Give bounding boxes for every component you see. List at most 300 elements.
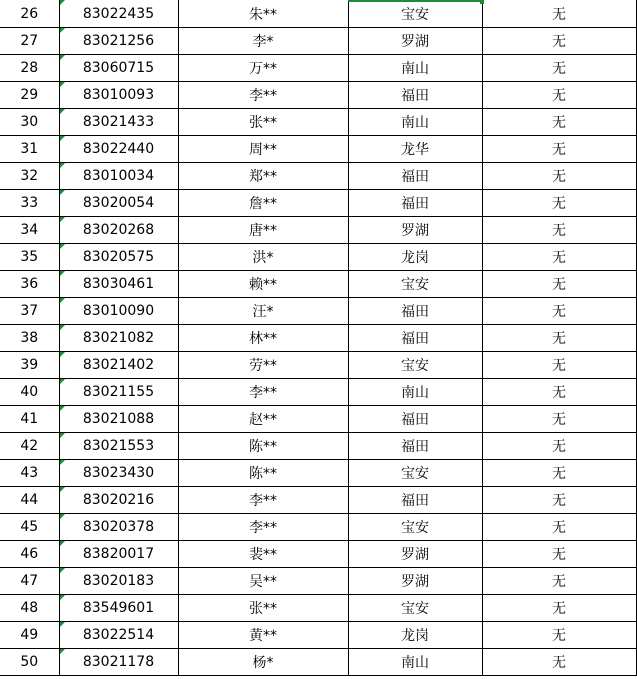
cell-remark-text: 无 (552, 385, 566, 401)
cell-phone[interactable] (59, 487, 178, 514)
cell-phone-text: 83020378 (82, 519, 155, 535)
cell-phone-text: 83010090 (82, 303, 155, 319)
cell-row-number-text: 33 (20, 195, 39, 211)
cell-row-number[interactable] (0, 487, 59, 514)
cell-name-text: 朱** (249, 6, 277, 23)
cell-name-text: 陈** (249, 466, 277, 482)
number-as-text-indicator-icon (60, 28, 65, 33)
cell-name[interactable] (178, 244, 348, 271)
number-as-text-indicator-icon (60, 325, 65, 330)
table-row (0, 352, 637, 379)
cell-row-number-text: 42 (20, 438, 39, 454)
cell-district-text: 龙岗 (401, 628, 429, 644)
cell-remark[interactable] (482, 649, 636, 676)
cell-phone[interactable] (59, 109, 178, 136)
cell-phone-text: 83021553 (82, 438, 155, 454)
cell-district[interactable] (348, 298, 482, 325)
cell-remark-text: 无 (552, 34, 566, 50)
cell-name[interactable] (178, 28, 348, 55)
cell-district[interactable] (348, 325, 482, 352)
cell-row-number-text: 50 (20, 654, 39, 670)
cell-name[interactable] (178, 0, 348, 28)
cell-phone-text: 83010093 (82, 87, 155, 103)
cell-remark-text: 无 (552, 412, 566, 428)
cell-district-text: 南山 (401, 655, 429, 671)
cell-name-text: 唐** (249, 223, 277, 239)
cell-phone[interactable] (59, 622, 178, 649)
cell-remark[interactable] (482, 352, 636, 379)
cell-district-text: 宝安 (401, 277, 429, 293)
number-as-text-indicator-icon (60, 109, 65, 114)
cell-remark[interactable] (482, 82, 636, 109)
table-row (0, 649, 637, 676)
cell-name-text: 郑** (249, 169, 277, 185)
cell-district[interactable] (348, 55, 482, 82)
cell-row-number-text: 27 (20, 33, 39, 49)
cell-name-text: 周** (249, 142, 277, 158)
cell-name-text: 洪* (252, 250, 274, 266)
cell-name[interactable] (178, 298, 348, 325)
cell-district[interactable] (348, 649, 482, 676)
table-row (0, 0, 637, 28)
cell-remark-text: 无 (552, 547, 566, 563)
cell-row-number-text: 32 (20, 168, 39, 184)
cell-district-text: 罗湖 (401, 223, 429, 239)
number-as-text-indicator-icon (60, 298, 65, 303)
cell-row-number-text: 35 (20, 249, 39, 265)
cell-row-number-text: 34 (20, 222, 39, 238)
cell-phone[interactable] (59, 82, 178, 109)
cell-phone[interactable] (59, 352, 178, 379)
cell-district[interactable] (348, 136, 482, 163)
cell-remark-text: 无 (552, 88, 566, 104)
cell-name-text: 陈** (249, 439, 277, 455)
number-as-text-indicator-icon (60, 514, 65, 519)
cell-remark-text: 无 (552, 574, 566, 590)
cell-name[interactable] (178, 163, 348, 190)
cell-district[interactable] (348, 271, 482, 298)
number-as-text-indicator-icon (60, 217, 65, 222)
cell-district-text: 福田 (401, 304, 429, 320)
cell-phone-text: 83022440 (82, 141, 155, 157)
cell-phone-text: 83060715 (82, 60, 155, 76)
cell-district-text: 龙华 (401, 142, 429, 158)
number-as-text-indicator-icon (60, 163, 65, 168)
cell-remark[interactable] (482, 379, 636, 406)
cell-district-text: 宝安 (401, 601, 429, 617)
cell-phone[interactable] (59, 649, 178, 676)
cell-row-number[interactable] (0, 55, 59, 82)
cell-row-number-text: 41 (20, 411, 39, 427)
cell-name[interactable] (178, 406, 348, 433)
cell-name-text: 李** (249, 88, 277, 104)
cell-district-text: 罗湖 (401, 547, 429, 563)
cell-district-text: 宝安 (401, 6, 429, 23)
cell-phone[interactable] (59, 163, 178, 190)
table-row (0, 460, 637, 487)
cell-remark[interactable] (482, 0, 636, 28)
table-row (0, 190, 637, 217)
number-as-text-indicator-icon (60, 0, 65, 5)
cell-phone[interactable] (59, 55, 178, 82)
number-as-text-indicator-icon (60, 433, 65, 438)
cell-remark-text: 无 (552, 196, 566, 212)
cell-district-text: 福田 (401, 88, 429, 104)
cell-remark[interactable] (482, 568, 636, 595)
cell-district-text: 福田 (401, 196, 429, 212)
cell-district-text: 南山 (401, 115, 429, 131)
cell-row-number[interactable] (0, 460, 59, 487)
cell-row-number[interactable] (0, 541, 59, 568)
cell-name-text: 裴** (249, 547, 277, 563)
cell-name-text: 李** (249, 493, 277, 509)
cell-phone-text: 83549601 (82, 600, 155, 616)
cell-remark[interactable] (482, 28, 636, 55)
table-row (0, 163, 637, 190)
table-row (0, 379, 637, 406)
cell-remark-text: 无 (552, 331, 566, 347)
cell-remark-text: 无 (552, 520, 566, 536)
cell-name-text: 吴** (249, 574, 277, 590)
cell-phone-text: 83020268 (82, 222, 155, 238)
cell-row-number-text: 26 (20, 5, 39, 22)
cell-row-number[interactable] (0, 271, 59, 298)
cell-phone[interactable] (59, 298, 178, 325)
cell-remark-text: 无 (552, 142, 566, 158)
number-as-text-indicator-icon (60, 244, 65, 249)
cell-district-text: 福田 (401, 493, 429, 509)
table-row (0, 109, 637, 136)
cell-district[interactable] (348, 406, 482, 433)
fill-handle[interactable] (480, 0, 484, 4)
cell-name[interactable] (178, 541, 348, 568)
cell-district-text: 罗湖 (401, 34, 429, 50)
cell-name[interactable] (178, 109, 348, 136)
cell-remark-text: 无 (552, 115, 566, 131)
cell-name[interactable] (178, 568, 348, 595)
cell-row-number-text: 31 (20, 141, 39, 157)
cell-phone-text: 83021088 (82, 411, 155, 427)
cell-remark-text: 无 (552, 304, 566, 320)
cell-phone[interactable] (59, 433, 178, 460)
cell-district-text: 龙岗 (401, 250, 429, 266)
number-as-text-indicator-icon (60, 379, 65, 384)
cell-name[interactable] (178, 55, 348, 82)
cell-row-number[interactable] (0, 352, 59, 379)
cell-row-number[interactable] (0, 244, 59, 271)
number-as-text-indicator-icon (60, 460, 65, 465)
cell-district[interactable] (348, 82, 482, 109)
table-row (0, 325, 637, 352)
cell-name-text: 李* (252, 34, 274, 50)
table-row (0, 28, 637, 55)
cell-remark[interactable] (482, 109, 636, 136)
cell-district[interactable] (348, 109, 482, 136)
table-row (0, 433, 637, 460)
cell-district-text: 福田 (401, 331, 429, 347)
cell-name[interactable] (178, 433, 348, 460)
cell-remark[interactable] (482, 136, 636, 163)
cell-row-number[interactable] (0, 28, 59, 55)
cell-district-text: 福田 (401, 439, 429, 455)
cell-phone[interactable] (59, 568, 178, 595)
cell-row-number[interactable] (0, 109, 59, 136)
cell-name[interactable] (178, 190, 348, 217)
cell-remark[interactable] (482, 163, 636, 190)
cell-district[interactable] (348, 190, 482, 217)
cell-remark[interactable] (482, 595, 636, 622)
cell-name-text: 汪* (252, 304, 274, 320)
cell-remark-text: 无 (552, 466, 566, 482)
cell-name-text: 赵** (249, 412, 277, 428)
cell-row-number-text: 37 (20, 303, 39, 319)
cell-name[interactable] (178, 514, 348, 541)
cell-remark[interactable] (482, 190, 636, 217)
cell-row-number[interactable] (0, 190, 59, 217)
cell-phone[interactable] (59, 460, 178, 487)
cell-district[interactable] (348, 460, 482, 487)
number-as-text-indicator-icon (60, 82, 65, 87)
cell-remark[interactable] (482, 460, 636, 487)
cell-phone-text: 83020575 (82, 249, 155, 265)
cell-remark-text: 无 (552, 601, 566, 617)
table-row (0, 244, 637, 271)
cell-row-number[interactable] (0, 514, 59, 541)
cell-remark-text: 无 (552, 655, 566, 671)
cell-remark[interactable] (482, 541, 636, 568)
cell-remark[interactable] (482, 433, 636, 460)
number-as-text-indicator-icon (60, 568, 65, 573)
cell-row-number[interactable] (0, 82, 59, 109)
cell-district-text: 福田 (401, 169, 429, 185)
cell-phone-text: 83020216 (82, 492, 155, 508)
cell-district-text: 宝安 (401, 520, 429, 536)
cell-remark[interactable] (482, 406, 636, 433)
table-row (0, 55, 637, 82)
cell-remark-text: 无 (552, 277, 566, 293)
cell-phone-text: 83021082 (82, 330, 155, 346)
cell-remark[interactable] (482, 487, 636, 514)
cell-district[interactable] (348, 622, 482, 649)
cell-phone-text: 83023430 (82, 465, 155, 481)
cell-remark-text: 无 (552, 628, 566, 644)
table-row (0, 514, 637, 541)
cell-name[interactable] (178, 595, 348, 622)
table-row (0, 622, 637, 649)
cell-phone[interactable] (59, 379, 178, 406)
cell-phone[interactable] (59, 244, 178, 271)
cell-row-number-text: 39 (20, 357, 39, 373)
cell-phone[interactable] (59, 595, 178, 622)
cell-row-number-text: 30 (20, 114, 39, 130)
cell-district-text: 南山 (401, 385, 429, 401)
cell-row-number[interactable] (0, 163, 59, 190)
cell-row-number-text: 49 (20, 627, 39, 643)
cell-phone-text: 83021178 (82, 654, 155, 670)
cell-row-number-text: 47 (20, 573, 39, 589)
cell-district[interactable] (348, 568, 482, 595)
number-as-text-indicator-icon (60, 406, 65, 411)
cell-remark-text: 无 (552, 6, 566, 23)
cell-row-number[interactable] (0, 136, 59, 163)
table-row (0, 487, 637, 514)
selection-border (348, 0, 482, 2)
number-as-text-indicator-icon (60, 487, 65, 492)
cell-phone-text: 83820017 (82, 546, 155, 562)
cell-phone-text: 83021402 (82, 357, 155, 373)
cell-remark[interactable] (482, 217, 636, 244)
cell-name[interactable] (178, 82, 348, 109)
cell-name[interactable] (178, 487, 348, 514)
cell-phone-text: 83021433 (82, 114, 155, 130)
cell-row-number[interactable] (0, 298, 59, 325)
cell-name[interactable] (178, 379, 348, 406)
cell-remark[interactable] (482, 55, 636, 82)
cell-name-text: 黄** (249, 628, 277, 644)
cell-remark[interactable] (482, 298, 636, 325)
cell-remark-text: 无 (552, 493, 566, 509)
cell-phone-text: 83020183 (82, 573, 155, 589)
cell-row-number[interactable] (0, 217, 59, 244)
cell-remark[interactable] (482, 622, 636, 649)
cell-district-text: 南山 (401, 61, 429, 77)
cell-phone-text: 83022514 (82, 627, 155, 643)
cell-name-text: 张** (249, 115, 277, 131)
cell-district[interactable] (348, 433, 482, 460)
table-row (0, 217, 637, 244)
cell-remark-text: 无 (552, 223, 566, 239)
cell-remark[interactable] (482, 514, 636, 541)
cell-name-text: 赖** (249, 277, 277, 293)
cell-row-number[interactable] (0, 406, 59, 433)
cell-phone[interactable] (59, 325, 178, 352)
cell-remark-text: 无 (552, 358, 566, 374)
cell-phone[interactable] (59, 541, 178, 568)
cell-name[interactable] (178, 622, 348, 649)
cell-phone[interactable] (59, 0, 178, 28)
table-row (0, 568, 637, 595)
cell-row-number-text: 44 (20, 492, 39, 508)
cell-row-number[interactable] (0, 649, 59, 676)
number-as-text-indicator-icon (60, 271, 65, 276)
cell-district[interactable] (348, 0, 482, 28)
cell-name-text: 劳** (249, 358, 277, 374)
number-as-text-indicator-icon (60, 649, 65, 654)
cell-name[interactable] (178, 217, 348, 244)
cell-row-number-text: 28 (20, 60, 39, 76)
cell-remark[interactable] (482, 271, 636, 298)
cell-name[interactable] (178, 649, 348, 676)
cell-district[interactable] (348, 28, 482, 55)
cell-district[interactable] (348, 541, 482, 568)
number-as-text-indicator-icon (60, 595, 65, 600)
cell-name[interactable] (178, 460, 348, 487)
number-as-text-indicator-icon (60, 622, 65, 627)
table-row (0, 298, 637, 325)
table-row (0, 82, 637, 109)
cell-remark-text: 无 (552, 439, 566, 455)
cell-phone[interactable] (59, 28, 178, 55)
cell-phone[interactable] (59, 217, 178, 244)
table-row (0, 406, 637, 433)
cell-district[interactable] (348, 163, 482, 190)
number-as-text-indicator-icon (60, 55, 65, 60)
cell-name-text: 李** (249, 385, 277, 401)
cell-phone-text: 83030461 (82, 276, 155, 292)
number-as-text-indicator-icon (60, 136, 65, 141)
cell-row-number[interactable] (0, 0, 59, 28)
cell-name[interactable] (178, 325, 348, 352)
cell-district-text: 罗湖 (401, 574, 429, 590)
cell-remark-text: 无 (552, 169, 566, 185)
cell-phone-text: 83021256 (82, 33, 155, 49)
cell-name[interactable] (178, 271, 348, 298)
cell-row-number-text: 46 (20, 546, 39, 562)
cell-name-text: 万** (249, 61, 277, 77)
cell-phone[interactable] (59, 271, 178, 298)
table-row (0, 136, 637, 163)
cell-district[interactable] (348, 487, 482, 514)
number-as-text-indicator-icon (60, 352, 65, 357)
cell-name-text: 林** (249, 331, 277, 347)
cell-phone-text: 83020054 (82, 195, 155, 211)
cell-district[interactable] (348, 217, 482, 244)
table-row (0, 271, 637, 298)
cell-district[interactable] (348, 244, 482, 271)
cell-name[interactable] (178, 352, 348, 379)
cell-name-text: 李** (249, 520, 277, 536)
cell-row-number-text: 48 (20, 600, 39, 616)
cell-row-number-text: 29 (20, 87, 39, 103)
cell-phone-text: 83010034 (82, 168, 155, 184)
cell-row-number-text: 36 (20, 276, 39, 292)
cell-name-text: 詹** (249, 196, 277, 212)
cell-remark[interactable] (482, 244, 636, 271)
cell-phone-text: 83021155 (82, 384, 155, 400)
cell-remark[interactable] (482, 325, 636, 352)
cell-district-text: 福田 (401, 412, 429, 428)
table-row (0, 595, 637, 622)
cell-district-text: 宝安 (401, 466, 429, 482)
number-as-text-indicator-icon (60, 541, 65, 546)
cell-district[interactable] (348, 595, 482, 622)
cell-phone[interactable] (59, 514, 178, 541)
cell-row-number[interactable] (0, 595, 59, 622)
cell-name-text: 张** (249, 601, 277, 617)
cell-phone[interactable] (59, 136, 178, 163)
cell-row-number[interactable] (0, 568, 59, 595)
cell-phone[interactable] (59, 406, 178, 433)
cell-district[interactable] (348, 379, 482, 406)
cell-district[interactable] (348, 352, 482, 379)
cell-row-number[interactable] (0, 622, 59, 649)
cell-remark-text: 无 (552, 61, 566, 77)
cell-row-number[interactable] (0, 379, 59, 406)
cell-remark-text: 无 (552, 250, 566, 266)
cell-row-number[interactable] (0, 433, 59, 460)
table-row (0, 541, 637, 568)
cell-row-number-text: 43 (20, 465, 39, 481)
cell-name-text: 杨* (252, 655, 274, 671)
cell-phone[interactable] (59, 190, 178, 217)
cell-district-text: 宝安 (401, 358, 429, 374)
cell-row-number[interactable] (0, 325, 59, 352)
cell-row-number-text: 45 (20, 519, 39, 535)
number-as-text-indicator-icon (60, 190, 65, 195)
cell-name[interactable] (178, 136, 348, 163)
cell-district[interactable] (348, 514, 482, 541)
cell-row-number-text: 38 (20, 330, 39, 346)
